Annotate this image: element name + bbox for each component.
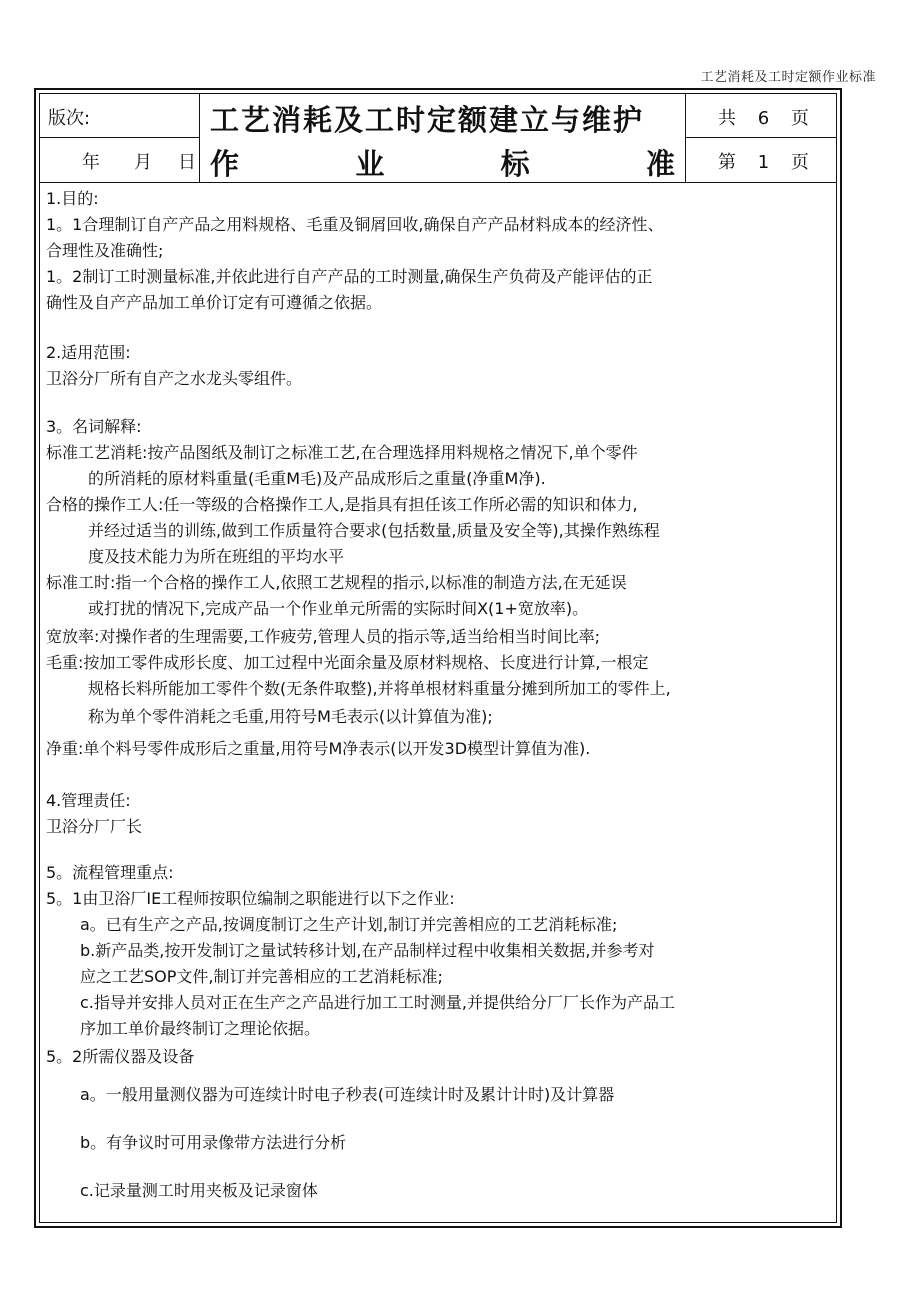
date-year-label: 年 [82, 152, 100, 173]
total-pages-cell: 共 6 页 [686, 94, 836, 138]
document-header-table [40, 94, 836, 183]
definition-line: 合格的操作工人:任一等级的合格操作工人,是指具有担任该工作所必需的知识和体力, [46, 495, 638, 514]
list-item: a。一般用量测仪器为可连续计时电子秒表(可连续计时及累计计时)及计算器 [80, 1085, 615, 1104]
definition-line: 净重:单个料号零件成形后之重量,用符号M净表示(以开发3D模型计算值为准). [46, 739, 591, 758]
date-day-label: 日 [178, 152, 196, 173]
list-item: c.指导并安排人员对正在生产之产品进行加工工时测量,并提供给分厂厂长作为产品工 [80, 993, 675, 1012]
subtitle-char: 作 [210, 147, 240, 181]
definition-line: 规格长料所能加工零件个数(无条件取整),并将单根材料重量分摊到所加工的零件上, [88, 679, 671, 698]
body-line: 1。2制订工时测量标准,并依此进行自产产品的工时测量,确保生产负荷及产能评估的正 [46, 267, 653, 286]
definition-line: 宽放率:对操作者的生理需要,工作疲劳,管理人员的指示等,适当给相当时间比率; [46, 627, 601, 646]
definition-line: 标准工艺消耗:按产品图纸及制订之标准工艺,在合理选择用料规格之情况下,单个零件 [46, 443, 638, 462]
date-month-label: 月 [134, 152, 152, 173]
list-item: 序加工单价最终制订之理论依据。 [80, 1019, 321, 1038]
subtitle-char: 业 [355, 147, 385, 181]
page-frame [34, 88, 842, 1228]
definition-line: 毛重:按加工零件成形长度、加工过程中光面余量及原材料规格、长度进行计算,一根定 [46, 653, 649, 672]
definition-line: 的所消耗的原材料重量(毛重M毛)及产品成形后之重量(净重M净). [88, 469, 546, 488]
definition-line: 标准工时:指一个合格的操作工人,依照工艺规程的指示,以标准的制造方法,在无延误 [46, 573, 627, 592]
body-line: 合理性及准确性; [46, 241, 164, 260]
list-item: b。有争议时可用录像带方法进行分析 [80, 1133, 347, 1152]
list-item: b.新产品类,按开发制订之量试转移计划,在产品制样过程中收集相关数据,并参考对 [80, 941, 655, 960]
document-title: 工艺消耗及工时定额建立与维护 [210, 103, 645, 137]
body-line: 5。2所需仪器及设备 [46, 1047, 195, 1066]
body-line: 5。1由卫浴厂IE工程师按职位编制之职能进行以下之作业: [46, 889, 455, 908]
version-cell: 版次: [40, 94, 200, 138]
body-line: 确性及自产产品加工单价订定有可遵循之依据。 [46, 293, 383, 312]
running-header: 工艺消耗及工时定额作业标准 [700, 70, 876, 85]
page-number-cell: 第 1 页 [718, 152, 817, 173]
section-heading: 3。名词解释: [46, 417, 142, 436]
definition-line: 度及技术能力为所在班组的平均水平 [88, 547, 345, 566]
body-line: 卫浴分厂厂长 [46, 817, 143, 836]
body-line: 1。1合理制订自产产品之用料规格、毛重及铜屑回收,确保自产产品材料成本的经济性、 [46, 215, 664, 234]
body-line: 卫浴分厂所有自产之水龙头零组件。 [46, 369, 303, 388]
section-heading: 1.目的: [46, 189, 99, 208]
section-heading: 4.管理责任: [46, 791, 131, 810]
definition-line: 并经过适当的训练,做到工作质量符合要求(包括数量,质量及安全等),其操作熟练程 [88, 521, 660, 540]
document-subtitle [210, 142, 675, 183]
section-heading: 2.适用范围: [46, 343, 131, 362]
definition-line: 或打扰的情况下,完成产品一个作业单元所需的实际时间X(1+宽放率)。 [88, 599, 589, 618]
list-item: c.记录量测工时用夹板及记录窗体 [80, 1181, 318, 1200]
section-heading: 5。流程管理重点: [46, 863, 174, 882]
title-cell [200, 94, 686, 182]
date-cell [40, 138, 200, 182]
subtitle-char: 准 [645, 147, 675, 181]
definition-line: 称为单个零件消耗之毛重,用符号M毛表示(以计算值为准); [88, 707, 493, 726]
inner-frame [39, 93, 837, 1223]
subtitle-char: 标 [500, 147, 530, 181]
list-item: a。已有生产之产品,按调度制订之生产计划,制订并完善相应的工艺消耗标准; [80, 915, 618, 934]
list-item: 应之工艺SOP文件,制订并完善相应的工艺消耗标准; [80, 967, 443, 986]
